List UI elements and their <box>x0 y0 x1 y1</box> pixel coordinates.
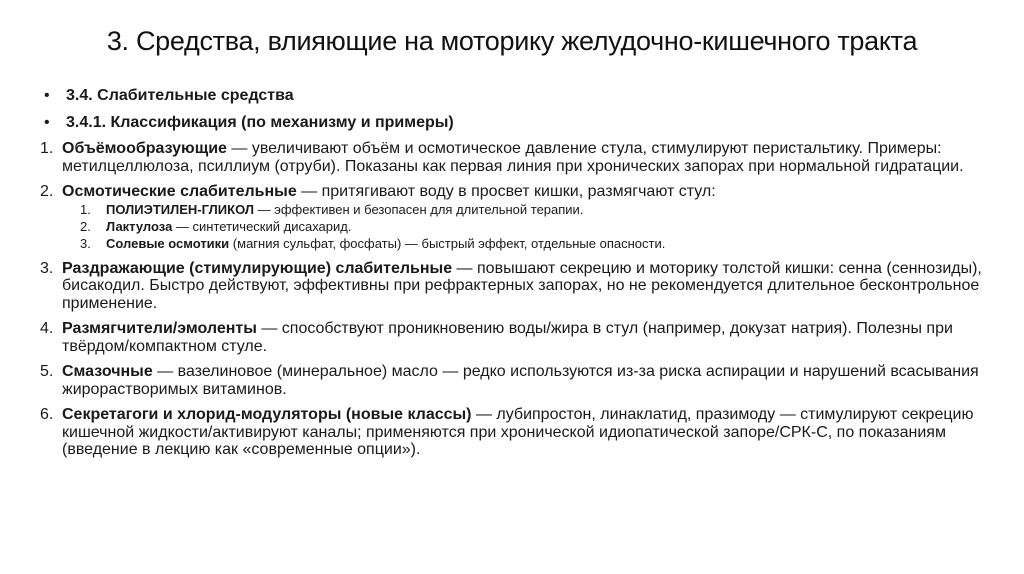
bullet-text: 3.4. Слабительные средства <box>66 87 294 104</box>
item-body <box>62 183 1000 201</box>
item-heading: Раздражающие (стимулирующие) слабительные <box>62 259 453 277</box>
bullet-dot: • <box>44 87 50 104</box>
bullet-item <box>40 86 1000 106</box>
item-text: — способствуют проникновению воды/жира в стул (например, докузат натрия). Полезны при твёрдом/компактном стуле. <box>62 320 953 355</box>
list-item <box>40 406 1000 459</box>
item-text: — повышают секрецию и моторику толстой кишки: сенна (сеннозиды), бисакодил. Быстро действуют, эффективны при рефрактерных запорах, но не рекомендуется длительное бесконтрольное применение. <box>62 259 982 312</box>
item-number: 4. <box>40 320 54 337</box>
sub-list-item <box>80 201 1000 218</box>
bullet-dot: • <box>44 114 50 131</box>
list-item <box>40 363 1000 398</box>
sub-item-number: 3. <box>80 235 91 251</box>
list-item <box>40 320 1000 355</box>
sub-list-item <box>80 235 1000 252</box>
item-body <box>62 320 1000 355</box>
sub-item-heading: ПОЛИЭТИЛЕН-ГЛИКОЛ <box>106 201 258 217</box>
item-body <box>62 363 1000 398</box>
item-body <box>62 406 1000 459</box>
item-number: 1. <box>40 140 54 157</box>
item-number: 6. <box>40 406 54 423</box>
item-heading: Осмотические слабительные <box>62 183 297 200</box>
sub-list-item <box>80 218 1000 235</box>
bullet-item <box>40 113 1000 133</box>
bullet-text: 3.4.1. Классификация (по механизму и примеры) <box>66 114 454 131</box>
sub-item-text: — эффективен и безопасен для длительной терапии. <box>257 201 584 217</box>
content <box>40 86 1000 459</box>
item-text: — вазелиновое (минеральное) масло — редко используются из-за риска аспирации и нарушений всасывания жирорастворимых витаминов. <box>62 363 979 398</box>
item-body <box>62 140 1000 175</box>
item-body <box>62 260 1000 313</box>
item-heading: Смазочные <box>62 363 158 380</box>
sub-item-heading: Солевые осмотики <box>106 235 230 251</box>
item-number: 3. <box>40 259 54 277</box>
sub-item-body <box>106 201 583 218</box>
list-item <box>40 140 1000 175</box>
list-item <box>40 183 1000 201</box>
sub-item-text: (магния сульфат, фосфаты) — быстрый эффект, отдельные опасности. <box>229 235 666 251</box>
sub-item-heading: Лактулоза <box>106 218 173 234</box>
item-heading: Объёмообразующие <box>62 140 232 157</box>
sub-item-text: — синтетический дисахарид. <box>172 218 352 234</box>
sub-item-number: 1. <box>80 201 91 217</box>
sub-item-body <box>106 218 351 235</box>
item-text: — лубипростон, линаклатид, празимоду — стимулируют секрецию кишечной жидкости/активируют каналы; применяются при хронической идиопатической запоре/СРК-С, по показаниям (введение в лекцию как «современные опции»). <box>62 406 974 458</box>
item-text: — притягивают воду в просвет кишки, размягчают стул: <box>296 183 716 200</box>
sub-item-number: 2. <box>80 218 91 234</box>
item-number: 2. <box>40 183 54 200</box>
list-item <box>40 260 1000 313</box>
item-heading: Размягчители/эмоленты <box>62 320 257 337</box>
sub-item-body <box>106 235 665 252</box>
page-title: 3. Средства, влияющие на моторику желудочно-кишечного тракта <box>106 26 918 56</box>
item-number: 5. <box>40 363 54 380</box>
item-heading: Секретагоги и хлорид-модуляторы (новые классы) <box>62 406 472 423</box>
item-text: — увеличивают объём и осмотическое давление стула, стимулируют перистальтику. Примеры: метилцеллюлоза, псиллиум (отруби). Показаны как первая линия при хронических запорах при нормальной гидратации. <box>62 140 964 175</box>
